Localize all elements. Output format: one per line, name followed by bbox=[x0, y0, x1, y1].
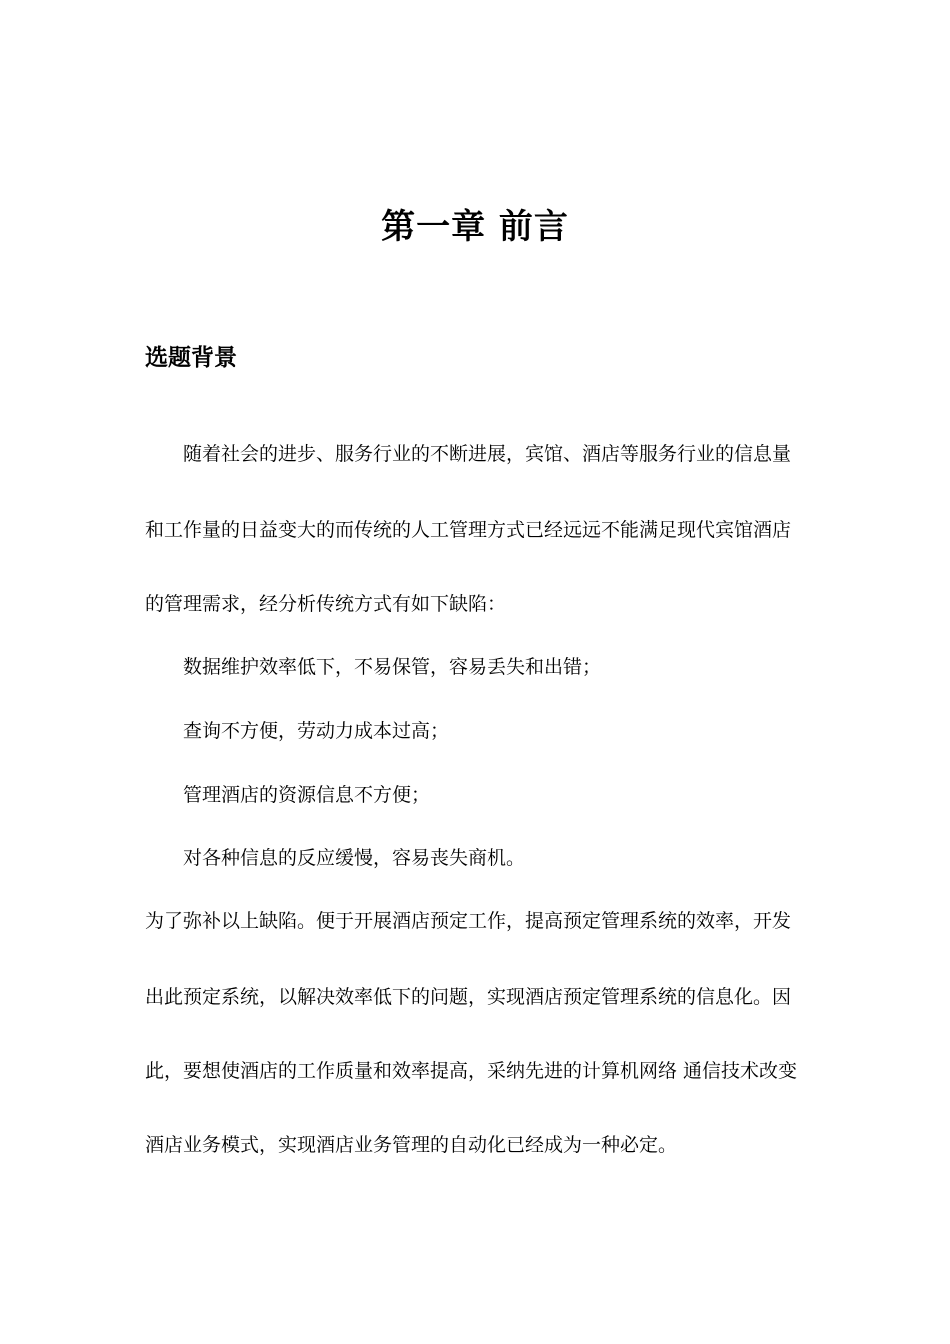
section-title: 选题背景 bbox=[145, 345, 237, 371]
defect-item: 查询不方便，劳动力成本过高； bbox=[183, 720, 450, 742]
defect-item: 管理酒店的资源信息不方便； bbox=[183, 784, 431, 806]
paragraph-line: 酒店业务模式，实现酒店业务管理的自动化已经成为一种必定。 bbox=[145, 1134, 678, 1156]
paragraph-line: 此，要想使酒店的工作质量和效率提高，采纳先进的计算机网络 通信技术改变 bbox=[145, 1060, 798, 1082]
paragraph-line: 随着社会的进步、服务行业的不断进展，宾馆、酒店等服务行业的信息量 bbox=[183, 443, 792, 465]
defect-item: 对各种信息的反应缓慢，容易丧失商机。 bbox=[183, 847, 526, 869]
defect-item: 数据维护效率低下，不易保管，容易丢失和出错； bbox=[183, 656, 602, 678]
paragraph-line: 的管理需求，经分析传统方式有如下缺陷： bbox=[145, 593, 507, 615]
paragraph-line: 和工作量的日益变大的而传统的人工管理方式已经远远不能满足现代宾馆酒店 bbox=[145, 519, 792, 541]
chapter-title: 第一章 前言 bbox=[381, 207, 569, 247]
paragraph-line: 出此预定系统，以解决效率低下的问题，实现酒店预定管理系统的信息化。因 bbox=[145, 986, 792, 1008]
paragraph-line: 为了弥补以上缺陷。便于开展酒店预定工作，提高预定管理系统的效率，开发 bbox=[145, 910, 792, 932]
